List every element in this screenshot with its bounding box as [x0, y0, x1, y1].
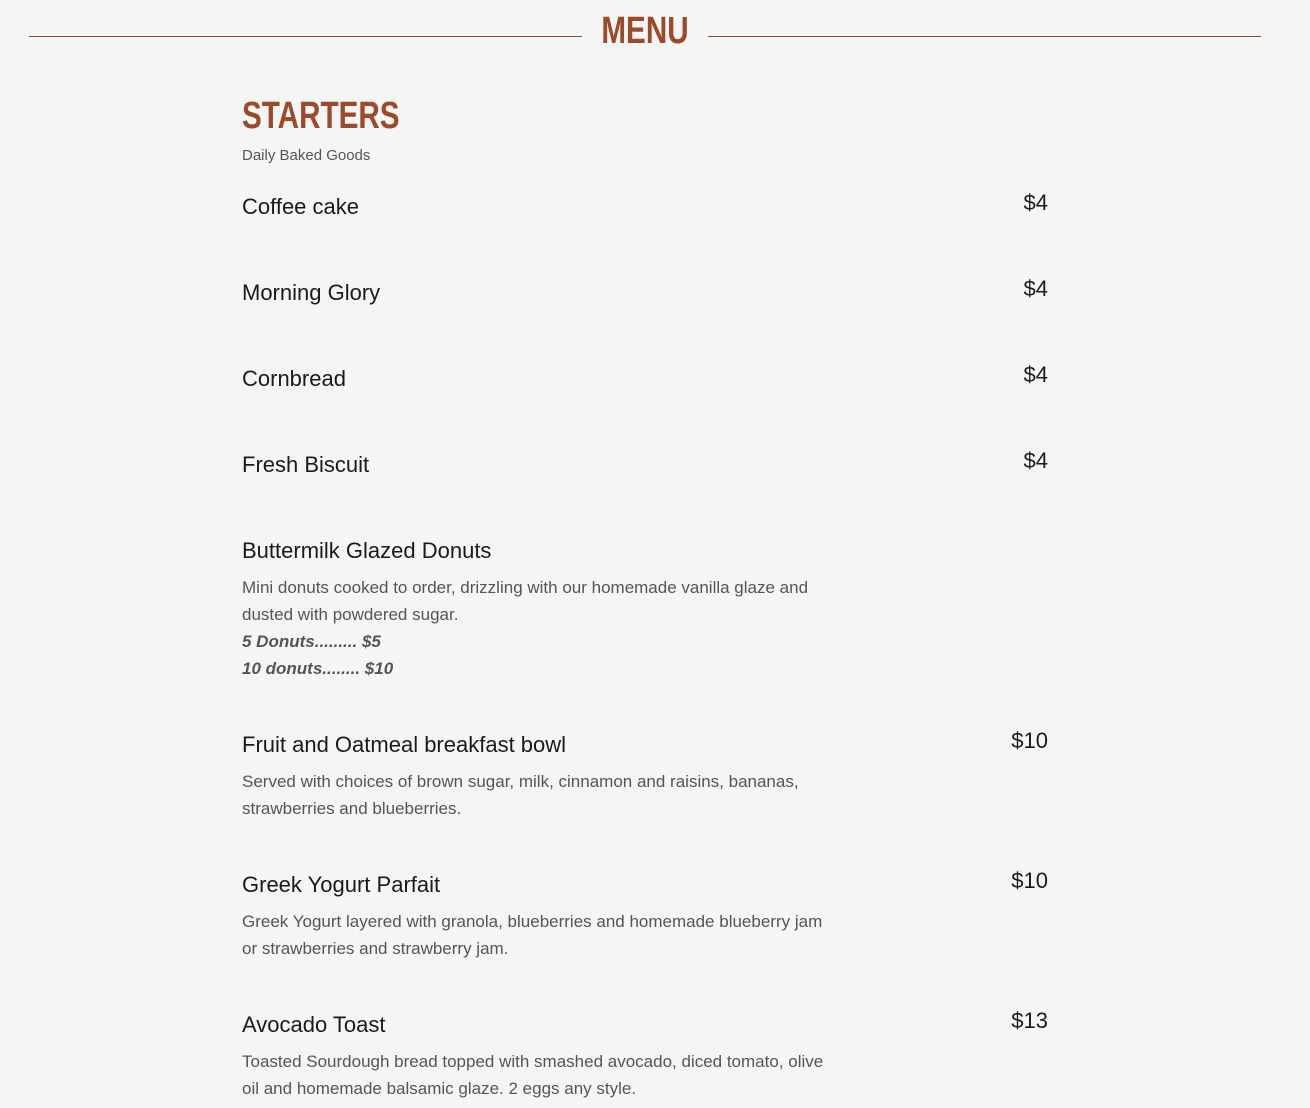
menu-item-name: Coffee cake — [242, 194, 360, 219]
menu-item — [242, 364, 1048, 394]
menu-item — [242, 278, 1048, 308]
menu-item — [242, 730, 1048, 822]
menu-item-name: Avocado Toast — [242, 1012, 386, 1037]
menu-item-price: $10 — [1011, 728, 1048, 753]
menu-item-price: $4 — [1023, 362, 1048, 387]
menu-item — [242, 1010, 1048, 1102]
menu-item — [242, 192, 1048, 222]
menu-item-option: 5 Donuts......... $5 — [242, 632, 381, 651]
menu-item — [242, 536, 1048, 682]
menu-item-option: 10 donuts........ $10 — [242, 659, 394, 678]
menu-item-name: Fruit and Oatmeal breakfast bowl — [242, 732, 567, 757]
menu-item — [242, 870, 1048, 962]
menu-item-name: Buttermilk Glazed Donuts — [242, 538, 492, 563]
header-divider-left — [29, 36, 582, 37]
menu-header — [29, 0, 1261, 70]
menu-item-price: $10 — [1011, 868, 1048, 893]
menu-item-name: Morning Glory — [242, 280, 381, 305]
menu-item — [242, 450, 1048, 480]
menu-item-name: Fresh Biscuit — [242, 452, 370, 477]
menu-item-description: Toasted Sourdough bread topped with smashed avocado, diced tomato, olive oil and homemade balsamic glaze. 2 eggs any style. — [242, 1052, 824, 1098]
menu-item-price: $4 — [1023, 448, 1048, 473]
menu-item-price: $13 — [1011, 1008, 1048, 1033]
section-subtitle: Daily Baked Goods — [242, 147, 371, 164]
menu-item-price: $4 — [1023, 190, 1048, 215]
menu-item-description: Greek Yogurt layered with granola, blueberries and homemade blueberry jam or strawberries and strawberry jam. — [242, 912, 823, 958]
menu-item-name: Cornbread — [242, 366, 346, 391]
menu-item-name: Greek Yogurt Parfait — [242, 872, 441, 897]
menu-item-description: Mini donuts cooked to order, drizzling with our homemade vanilla glaze and dusted with powdered sugar. — [242, 578, 809, 624]
menu-item-price: $4 — [1023, 276, 1048, 301]
section-title: STARTERS — [242, 95, 400, 137]
page-title: MENU — [601, 10, 689, 52]
menu-item-description: Served with choices of brown sugar, milk, cinnamon and raisins, bananas, strawberries and blueberries. — [242, 772, 799, 818]
header-divider-right — [708, 36, 1261, 37]
section-starters — [242, 92, 1048, 166]
